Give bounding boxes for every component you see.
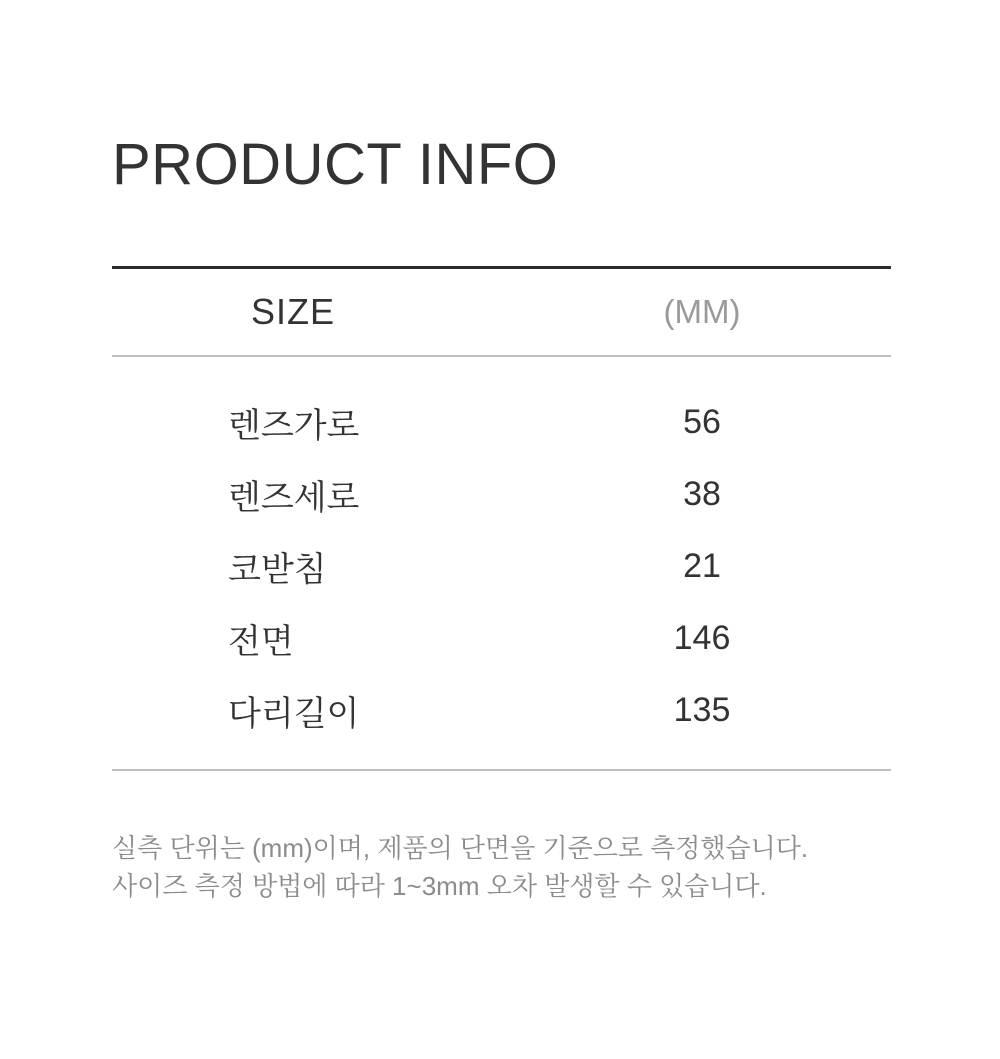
note-line-1: 실측 단위는 (mm)이며, 제품의 단면을 기준으로 측정했습니다.	[112, 832, 809, 863]
row-label: 코받침	[228, 551, 327, 590]
row-value: 21	[683, 547, 721, 586]
note-line-2: 사이즈 측정 방법에 따라 1~3mm 오차 발생할 수 있습니다.	[112, 870, 767, 901]
page-title: PRODUCT INFO	[112, 132, 559, 197]
row-label: 다리길이	[228, 695, 360, 734]
size-header-label: SIZE	[250, 290, 335, 332]
size-table-header	[112, 266, 891, 357]
row-label: 렌즈세로	[228, 479, 360, 518]
size-table-body	[112, 357, 891, 771]
table-row	[112, 675, 891, 747]
row-value: 38	[683, 475, 721, 514]
table-row	[112, 603, 891, 675]
product-info-section	[112, 0, 891, 905]
size-table	[112, 266, 891, 771]
size-unit-label: (MM)	[663, 292, 741, 330]
table-row	[112, 387, 891, 459]
size-notes	[112, 829, 891, 905]
row-value: 56	[683, 403, 721, 442]
row-value: 135	[673, 691, 731, 730]
table-row	[112, 459, 891, 531]
row-value: 146	[673, 619, 731, 658]
row-label: 렌즈가로	[228, 407, 360, 446]
table-row	[112, 531, 891, 603]
row-label: 전면	[228, 623, 294, 662]
